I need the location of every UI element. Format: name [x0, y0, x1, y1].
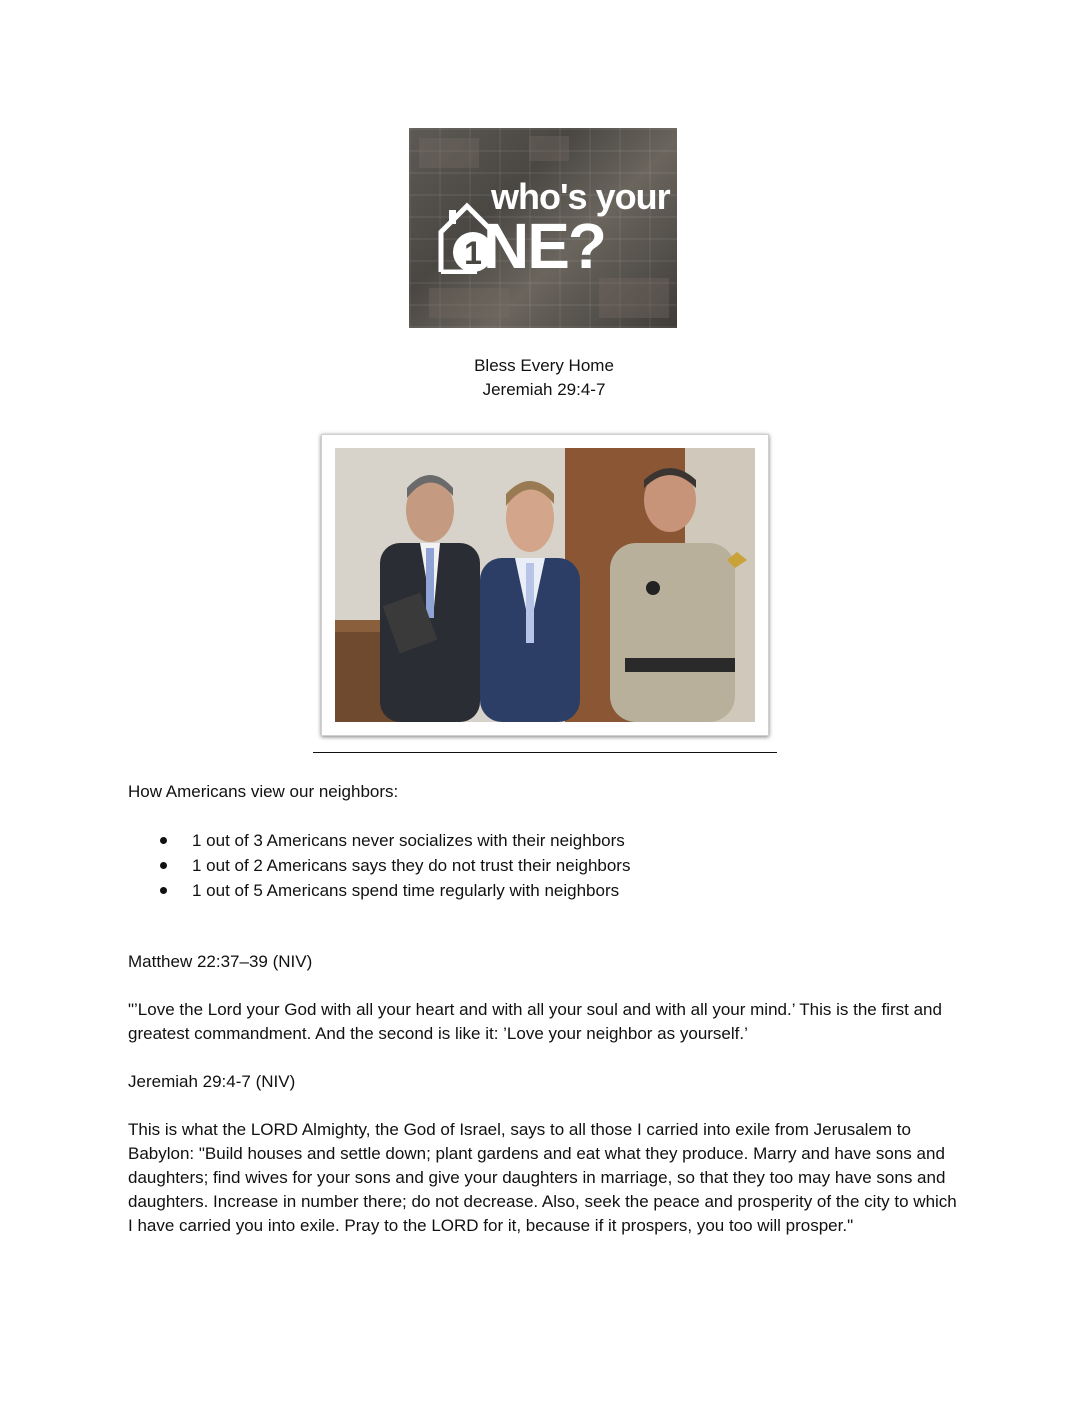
photo-frame	[321, 434, 769, 736]
list-item: 1 out of 5 Americans spend time regularly with neighbors	[160, 878, 630, 903]
page-reference: Jeremiah 29:4-7	[482, 380, 606, 399]
scripture-reference-jeremiah: Jeremiah 29:4-7 (NIV)	[128, 1072, 296, 1091]
three-men-photo	[335, 448, 755, 722]
horizontal-rule	[313, 752, 777, 753]
list-item: 1 out of 2 Americans says they do not trust their neighbors	[160, 853, 630, 878]
page-title: Bless Every Home	[474, 356, 614, 375]
svg-text:1: 1	[464, 235, 482, 271]
title-block	[0, 354, 1088, 402]
scripture-text-matthew: "’Love the Lord your God with all your heart and with all your soul and with all your mind.’ This is the first and greatest commandment. And the second is like it: ’Love your neighbor as yourself.’	[128, 1000, 942, 1043]
section-heading: How Americans view our neighbors:	[128, 782, 399, 801]
scripture-reference-matthew: Matthew 22:37–39 (NIV)	[128, 952, 313, 971]
stats-list	[160, 828, 630, 903]
scripture-text-jeremiah: This is what the LORD Almighty, the God of Israel, says to all those I carried into exile from Jerusalem to Babylon: "Build houses and settle down; plant gardens and eat what they produce. Marry and have sons and daughters; find wives for your sons and give your daughters in marriage, so that they too may have sons and daughters. Increase in number there; do not decrease. Also, seek the peace and prosperity of the city to which I have carried you into exile. Pray to the LORD for it, because if it prospers, you too will prosper."	[128, 1120, 957, 1235]
logo-tagline: who's your	[491, 176, 670, 217]
list-item: 1 out of 3 Americans never socializes with their neighbors	[160, 828, 630, 853]
logo-word: NE?	[483, 210, 605, 282]
whos-your-one-logo	[409, 128, 677, 328]
